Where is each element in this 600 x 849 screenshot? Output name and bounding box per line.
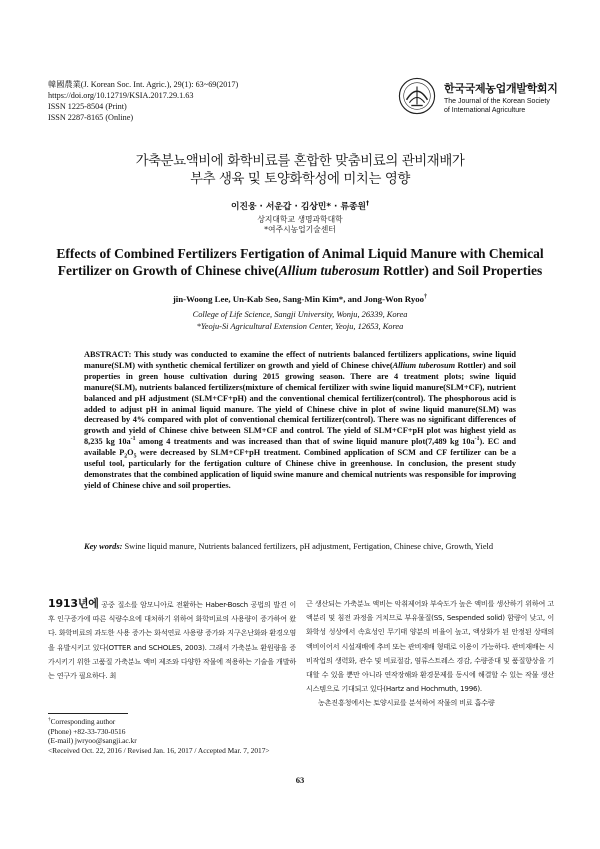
journal-info: [48, 79, 238, 123]
body-column-left: 1913년에 공중 질소를 암모니아로 전환하는 Haber-Bosch 공법의 발견 이후 인구증가에 따른 식량수요에 대처하기 위하여 화학비료의 사용량이 증가하여 왔다. 화학비료의 과도한 사용 증가는 화석연료 사용량 증가와 지구온난화와 환경오염을 유발시키고 있다(OTTER and SCHOLES, 2003). 그래서 가축분뇨 환원량을 증가시키기 위한 고품질 가축분뇨 액비 제조와 다양한 작물에 적용하는 기술을 개발하는 연구가 필요하다. 최: [48, 597, 296, 681]
doi-link[interactable]: https://doi.org/10.12719/KSIA.2017.29.1.63: [48, 91, 194, 100]
issn-print: ISSN 1225-8504 (Print): [48, 102, 127, 111]
abstract: ABSTRACT: This study was conducted to examine the effect of nutrients balanced fertilizers applications, swine liquid manure(SLM) with synthetic chemical fertilizer on growth and yield of Chinese chive(Allium tuberosum Rottler) and soil properties in green house cultivation during 2015 growing season. There are 4 treatment plots; swine liquid manure(SLM), nutrients balanced fertilizers(mixture of chemical fertilizer with swine liquid manure(SLM+CF), nutrient balanced and pH adjustment (SLM+CF+pH) and the conventional chemical fertilizer(control). The phosphorous acid is added to adjust pH in animal liquid manure. The yield of Chinese chive in plot of swine liquid manure(SLM) was decreased by 4% compared with plot of conventional chemical fertilizer(control). There was no significant differences of growth and yield of Chinese chive between SLM+CF and control. The yield of SLM+CF+pH plot was highest yield as 8,235 kg $10a^{-1}$ among 4 treatments and was increased than that of swine liquid manure plot(7,489 kg $10a^{-1}$). EC and available $P_2O_5$ were decreased by SLM+CF+pH treatment. Combined application of SCM and CF fertilizer can be a useful tool, particularly for the fertigation culture of Chinese chive in greenhouse. In conclusion, the present study demonstrates that the combined application of liquid swine manure and chemical nutrients was responsible for improving yield of Chinese chive and soil properties.: [84, 350, 516, 490]
issn-online: ISSN 2287-8165 (Online): [48, 113, 134, 122]
society-name-english: The Journal of the Korean Society of International Agriculture: [444, 98, 550, 114]
page-number: 63: [295, 775, 305, 785]
corresponding-email[interactable]: (E-mail) jwryoo@sangji.ac.kr: [48, 736, 137, 746]
authors-english: jin-Woong Lee, Un-Kab Seo, Sang-Min Kim*, and Jong-Won Ryoo†: [172, 294, 428, 304]
paper-title-english: Effects of Combined Fertilizers Fertigation of Animal Liquid Manure with Chemical Fertilizer on Growth of Chinese chive(Allium tuberosum Rottler) and Soil Properties: [56, 246, 544, 278]
journal-citation: 韓國農業(J. Korean Soc. Int. Agric.), 29(1): 63~69(2017): [48, 80, 239, 89]
body-lead-word: 1913년에: [48, 597, 99, 610]
body-column-right: 근 생산되는 가축분뇨 액비는 악취제어와 부숙도가 높은 액비를 생산하기 위하여 고액분리 및 침전 과정을 거치므로 부유물질(SS, Sespended solid) 함량이 낮고, 이화학성 성상에서 속효성인 무기태 양분의 비율이 높고, 액상화가 된 안정된 상태의 액비이어서 시설재배에 추비 또는 관비재배 형태로 이용이 가능하다. 관비재배는 시비작업의 생력화, 관수 및 비료절감, 염류스트레스 경감, 수량증대 및 품질향상을 기대할 수 있을 뿐만 아니라 연작장해와 환경문제를 동시에 해결할 수 있는 작물 생산 시스템으로 기대되고 있다(Hartz and Hochmuth, 1996). 농촌진흥청에서는 토양시료를 분석하여 작물의 비료 흡수량: [306, 599, 554, 708]
society-name-korean: 한국국제농업개발학회지: [444, 82, 558, 95]
society-emblem-icon: [398, 77, 436, 115]
affiliations-english: College of Life Science, Sangji University, Wonju, 26339, Korea *Yeoju-Si Agricultural Extension Center, Yeoju, 12653, Korea: [192, 310, 408, 331]
paper-title-korean: 가축분뇨액비에 화학비료를 혼합한 맞춤비료의 관비재배가 부추 생육 및 토양화학성에 미치는 영향: [135, 154, 465, 187]
affiliations-korean: 상지대학교 생명과학대학 *여주시농업기술센터: [257, 215, 343, 234]
keywords: Key words: Swine liquid manure, Nutrients balanced fertilizers, pH adjustment, Fertigation, Chinese chive, Growth, Yield: [84, 542, 494, 551]
footnote-divider: [48, 713, 128, 714]
corresponding-mark: †: [424, 294, 428, 301]
footnote: †Corresponding author (Phone) +82-33-730-0516 (E-mail) jwryoo@sangji.ac.kr <Received Oct. 22, 2016 / Revised Jan. 16, 2017 / Accepted Mar. 7, 2017>: [48, 716, 270, 755]
authors-korean: 이진웅 · 서운갑 · 김상민* · 류종원†: [230, 200, 370, 212]
corresponding-mark: †: [365, 200, 370, 208]
